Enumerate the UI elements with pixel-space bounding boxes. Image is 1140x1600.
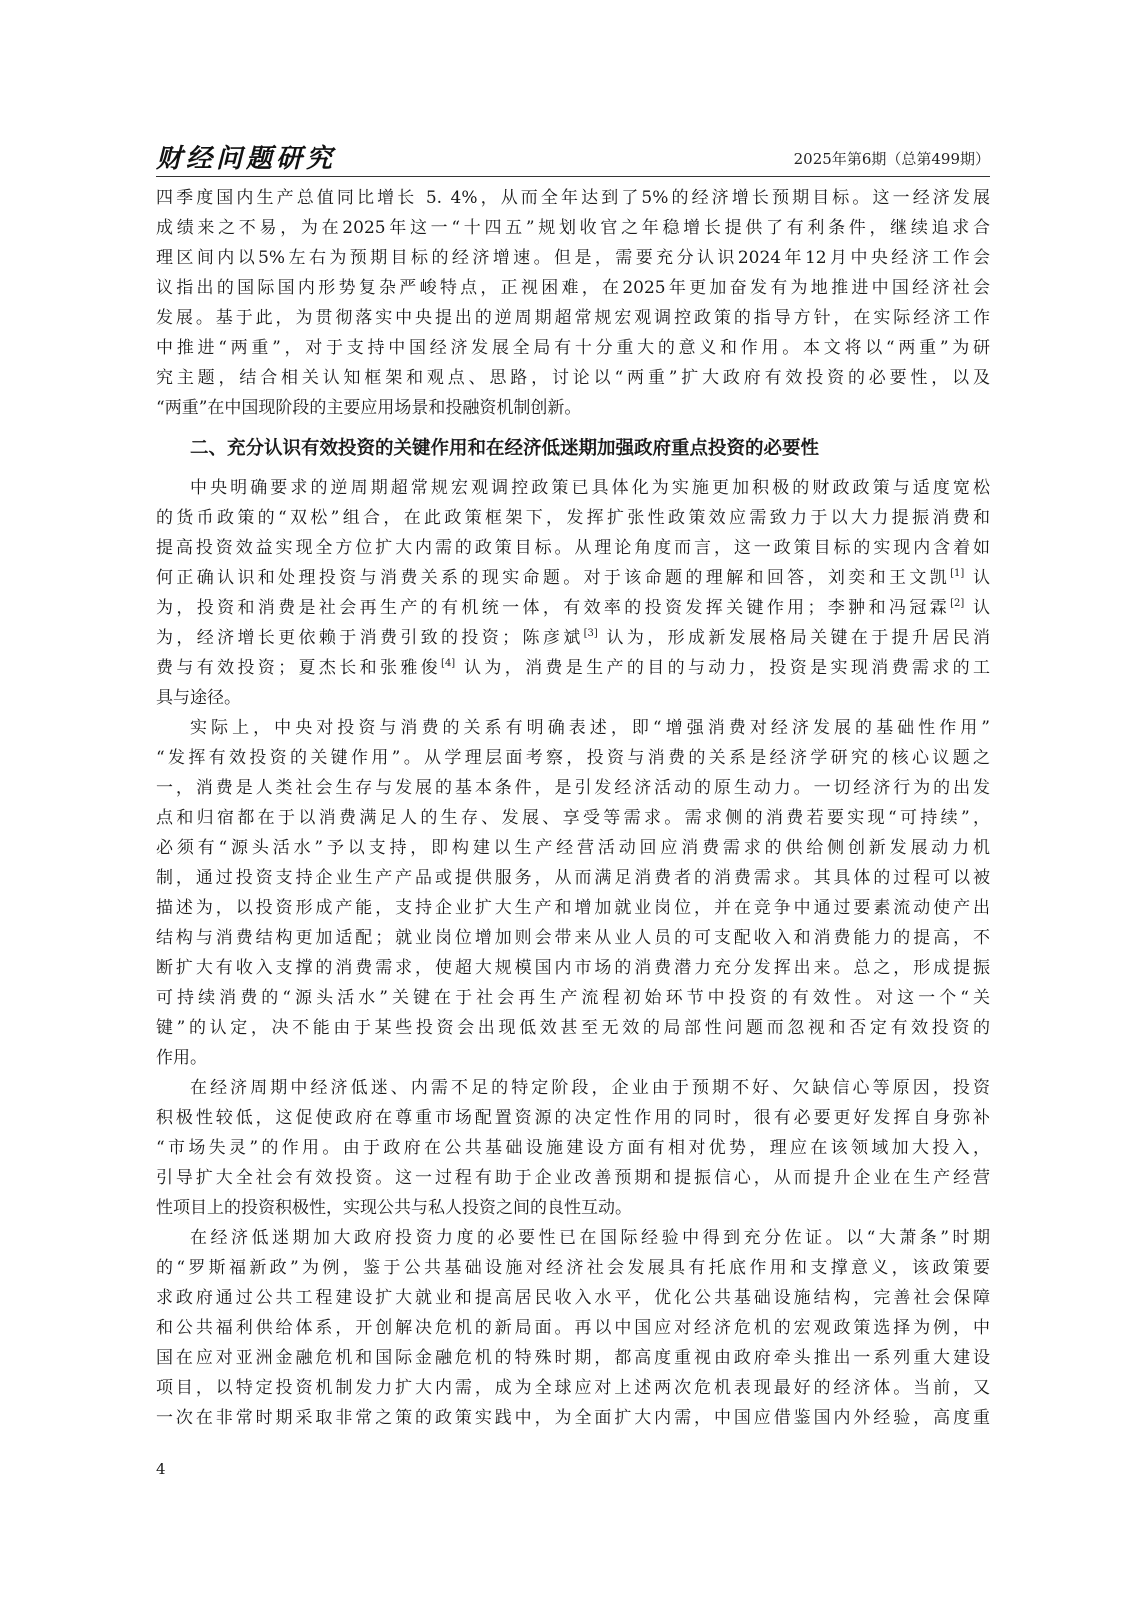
text-line: 描述为，以投资形成产能，支持企业扩大生产和增加就业岗位，并在竞争中通过要素流动使产出 [156,898,990,918]
text-line: 求政府通过公共工程建设扩大就业和提高居民收入水平，优化公共基础设施结构，完善社会保障 [156,1288,990,1308]
text-line: 在经济低迷期加大政府投资力度的必要性已在国际经验中得到充分佐证。以“大萧条”时期 [190,1228,990,1248]
text-line: 国在应对亚洲金融危机和国际金融危机的特殊时期，都高度重视由政府牵头推出一系列重大建设 [156,1348,990,1368]
text-line: 键”的认定，决不能由于某些投资会出现低效甚至无效的局部性问题而忽视和否定有效投资的 [156,1018,990,1038]
text-span: 认 [964,598,990,618]
text-line: 在经济周期中经济低迷、内需不足的特定阶段，企业由于预期不好、欠缺信心等原因，投资 [190,1078,990,1098]
text-line: 积极性较低，这促使政府在尊重市场配置资源的决定性作用的同时，很有必要更好发挥自身弥补 [156,1108,990,1128]
text-line: 一次在非常时期采取非常之策的政策实践中，为全面扩大内需，中国应借鉴国内外经验，高度重 [156,1408,990,1428]
running-header [156,134,990,174]
text-line: 必须有“源头活水”予以支持，即构建以生产经营活动回应消费需求的供给侧创新发展动力机 [156,838,990,858]
citation-2: [2] [950,598,965,609]
text-line: 具与途径。 [156,688,241,708]
text-line: 中央明确要求的逆周期超常规宏观调控政策已具体化为实施更加积极的财政政策与适度宽松 [190,478,990,498]
text-line: 四季度国内生产总值同比增长 5. 4%，从而全年达到了5%的经济增长预期目标。这一经济发展 [156,188,990,208]
paragraph [156,713,990,1073]
text-span: 何正确认识和处理投资与消费关系的现实命题。对于该命题的理解和回答，刘奕和王文凯 [156,568,951,588]
text-line [156,593,990,623]
text-span: 认 [964,568,990,588]
text-line: 断扩大有收入支撑的消费需求，使超大规模国内市场的消费潜力充分发挥出来。总之，形成提振 [156,958,990,978]
page-number: 4 [156,1460,166,1478]
paragraph [156,1073,990,1223]
text-line: “市场失灵”的作用。由于政府在公共基础设施建设方面有相对优势，理应在该领域加大投入， [156,1138,990,1158]
issue-info: 2025年第6期（总第499期） [793,150,990,168]
text-line: 议指出的国际国内形势复杂严峻特点，正视困难，在2025年更加奋发有为地推进中国经济社会 [156,278,990,298]
text-line: 可持续消费的“源头活水”关键在于社会再生产流程初始环节中投资的有效性。对这一个“关 [156,988,990,1008]
citation-4: [4] [441,658,456,669]
text-line: 一，消费是人类社会生存与发展的基本条件，是引发经济活动的原生动力。一切经济行为的出发 [156,778,990,798]
text-line: 中推进“两重”，对于支持中国经济发展全局有十分重大的意义和作用。本文将以“两重”为研 [156,338,990,358]
text-span: 认为，消费是生产的目的与动力，投资是实现消费需求的工 [455,658,990,678]
text-line: 的“罗斯福新政”为例，鉴于公共基础设施对经济社会发展具有托底作用和支撑意义，该政策要 [156,1258,990,1278]
text-line: 成绩来之不易，为在2025年这一“十四五”规划收官之年稳增长提供了有利条件，继续追求合 [156,218,990,238]
text-line: “两重”在中国现阶段的主要应用场景和投融资机制创新。 [156,398,582,418]
text-line: 实际上，中央对投资与消费的关系有明确表述，即“增强消费对经济发展的基础性作用” [190,718,990,738]
text-span: 为，投资和消费是社会再生产的有机统一体，有效率的投资发挥关键作用；李翀和冯冠霖 [156,598,951,618]
text-line: “发挥有效投资的关键作用”。从学理层面考察，投资与消费的关系是经济学研究的核心议题之 [156,748,990,768]
text-line: 结构与消费结构更加适配；就业岗位增加则会带来从业人员的可支配收入和消费能力的提高，不 [156,928,990,948]
text-line: 理区间内以5%左右为预期目标的经济增速。但是，需要充分认识2024年12月中央经济工作会 [156,248,990,268]
text-line: 的货币政策的“双松”组合，在此政策框架下，发挥扩张性政策效应需致力于以大力提振消费和 [156,508,990,528]
section-heading: 二、充分认识有效投资的关键作用和在经济低迷期加强政府重点投资的必要性 [190,438,820,459]
text-span: 为，经济增长更依赖于消费引致的投资；陈彦斌 [156,628,584,648]
text-line [156,563,990,593]
article-body [156,183,990,1433]
text-line: 点和归宿都在于以消费满足人的生存、发展、享受等需求。需求侧的消费若要实现“可持续”， [156,808,990,828]
paragraph [156,1223,990,1433]
text-line: 和公共福利供给体系，开创解决危机的新局面。再以中国应对经济危机的宏观政策选择为例，中 [156,1318,990,1338]
text-line [156,653,990,683]
header-rule [156,176,990,177]
paragraph [156,183,990,423]
text-line: 引导扩大全社会有效投资。这一过程有助于企业改善预期和提振信心，从而提升企业在生产经营 [156,1168,990,1188]
text-line: 性项目上的投资积极性，实现公共与私人投资之间的良性互动。 [156,1198,632,1218]
text-line: 发展。基于此，为贯彻落实中央提出的逆周期超常规宏观调控政策的指导方针，在实际经济工作 [156,308,990,328]
citation-1: [1] [950,568,965,579]
text-line: 作用。 [156,1048,207,1068]
text-line: 究主题，结合相关认知框架和观点、思路，讨论以“两重”扩大政府有效投资的必要性，以及 [156,368,990,388]
text-line [156,623,990,653]
text-line: 项目，以特定投资机制发力扩大内需，成为全球应对上述两次危机表现最好的经济体。当前，又 [156,1378,990,1398]
citation-3: [3] [583,628,598,639]
journal-logo: 财经问题研究 [156,144,337,174]
text-span: 费与有效投资；夏杰长和张雅俊 [156,658,442,678]
text-line: 提高投资效益实现全方位扩大内需的政策目标。从理论角度而言，这一政策目标的实现内含着如 [156,538,990,558]
text-span: 认为，形成新发展格局关键在于提升居民消 [597,628,990,648]
paragraph [156,473,990,713]
text-line: 制，通过投资支持企业生产产品或提供服务，从而满足消费者的消费需求。其具体的过程可以被 [156,868,990,888]
